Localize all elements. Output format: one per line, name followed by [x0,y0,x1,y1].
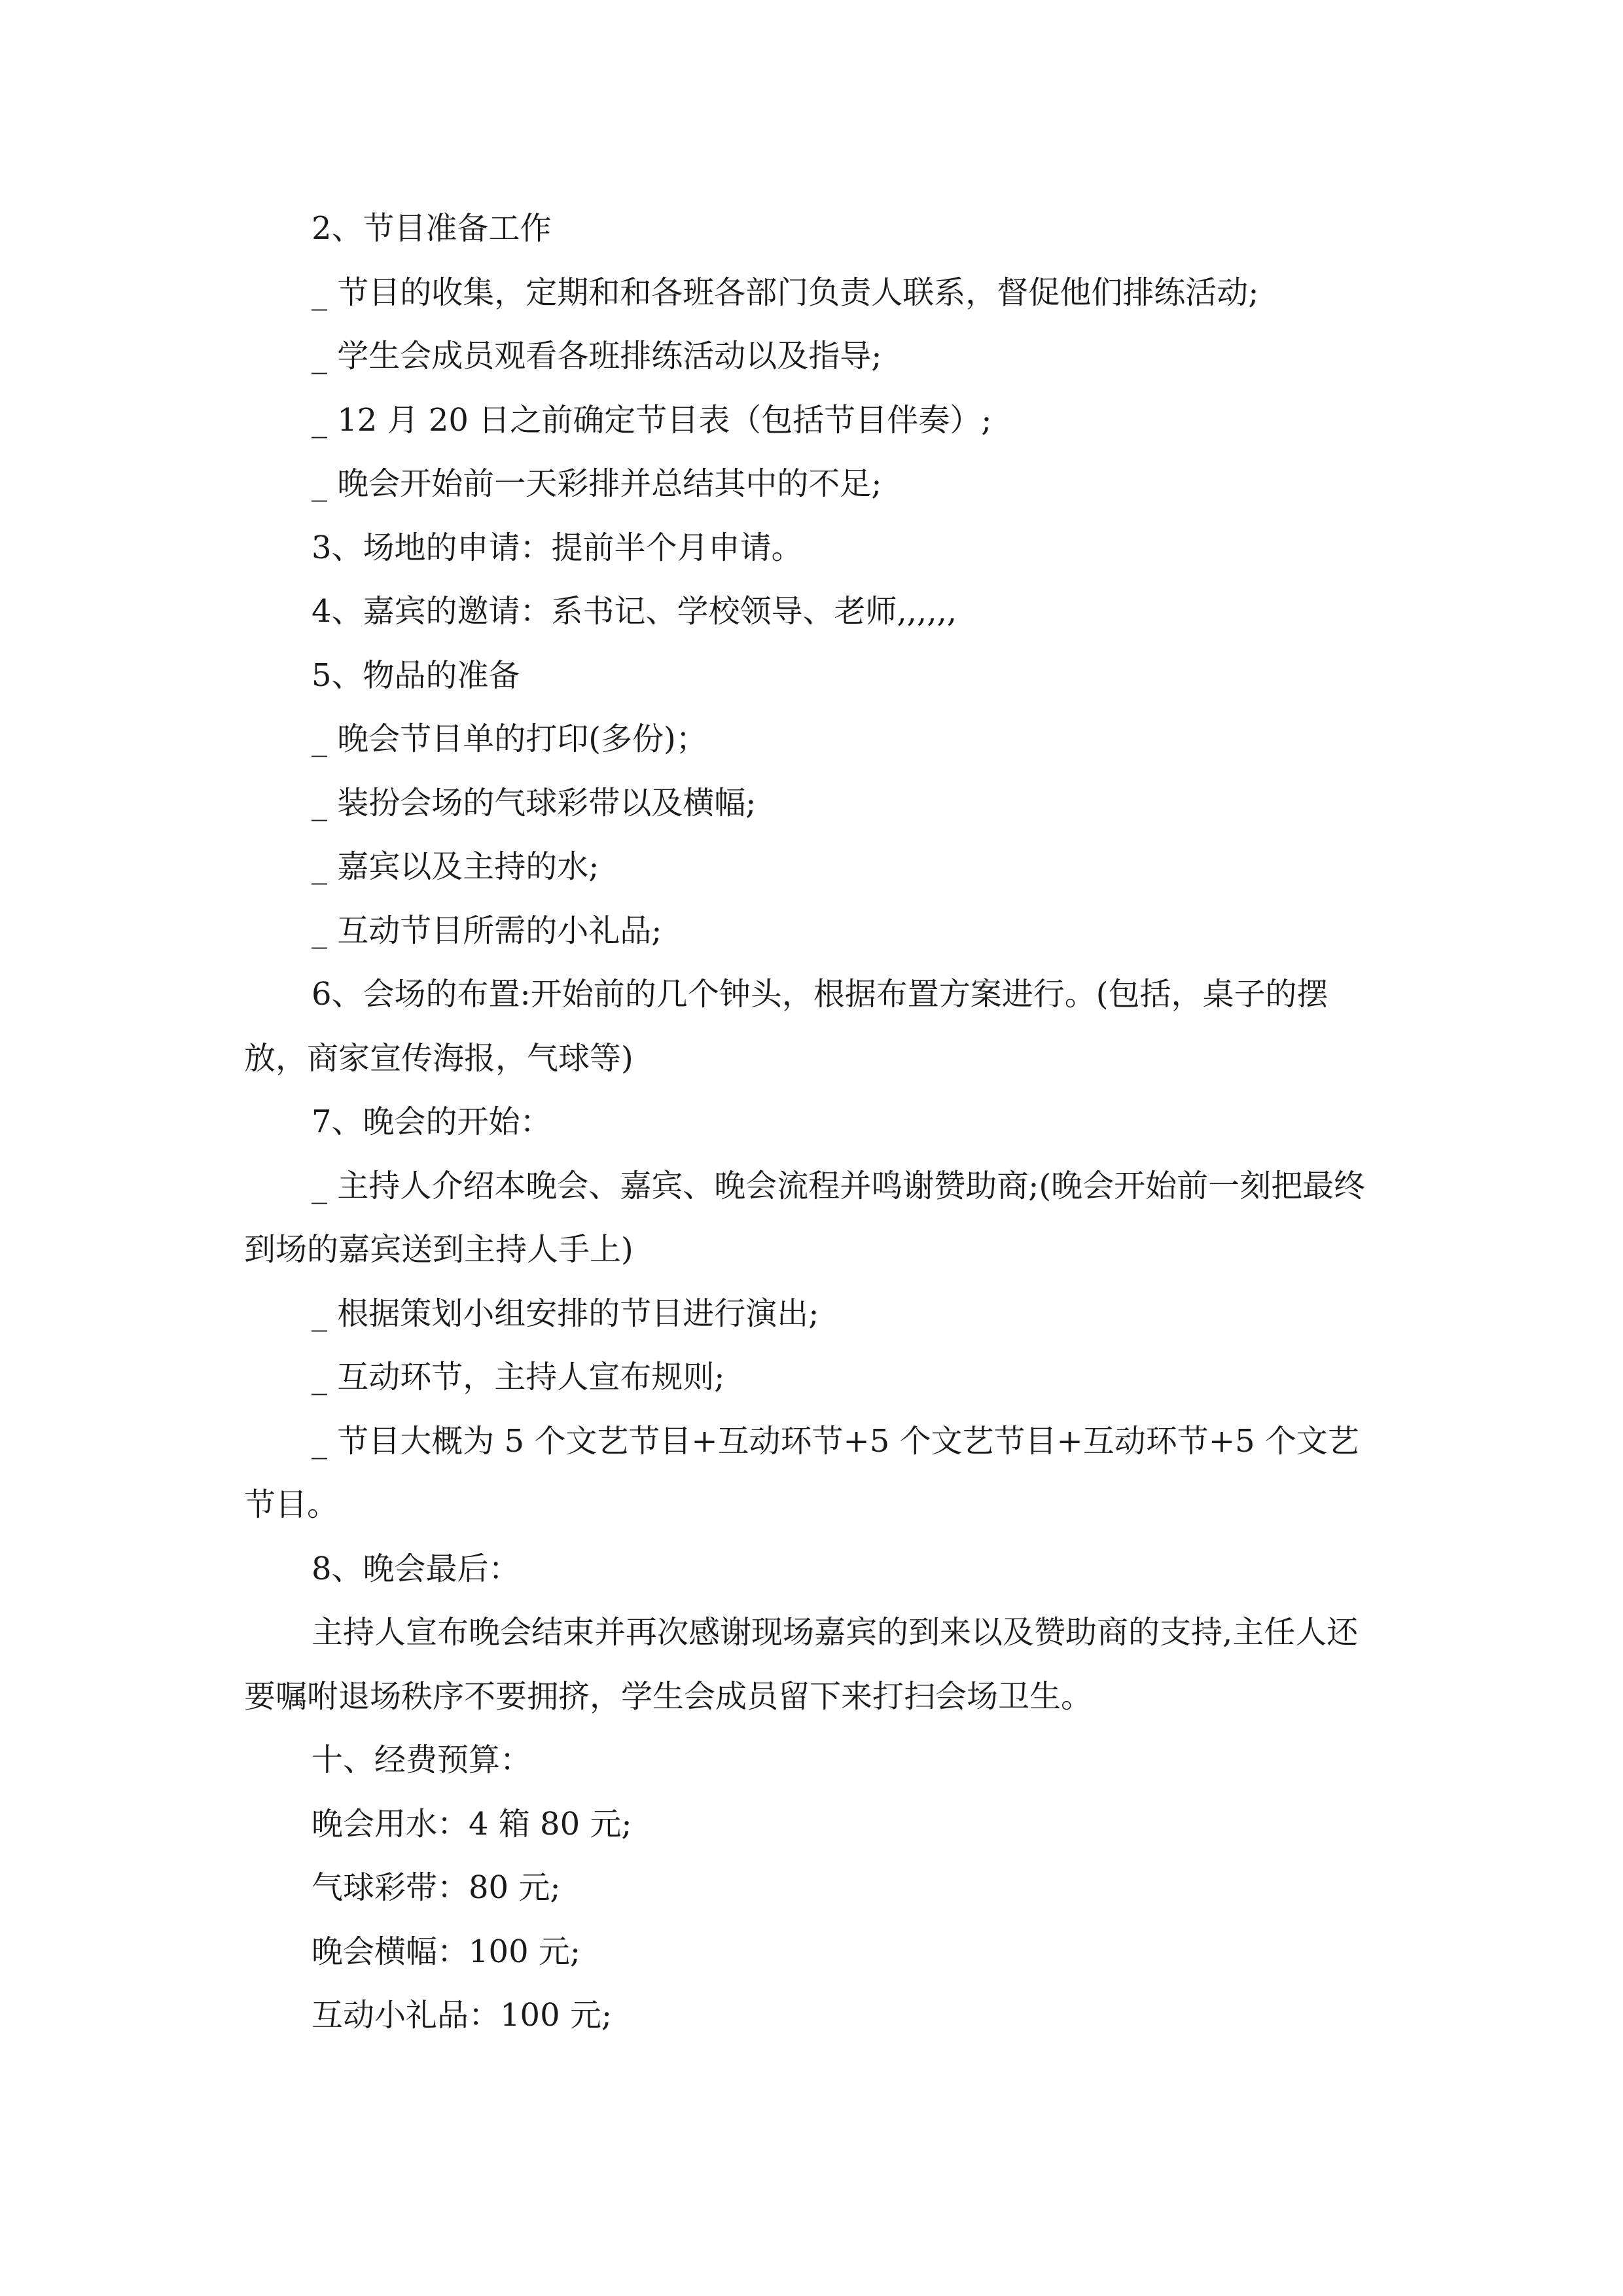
budget-item-balloons: 气球彩带：80 元; [312,1869,561,1906]
section-2-heading: 2、节目准备工作 [312,210,552,247]
document-body [244,197,1380,2048]
section-5-item-1: _ 晚会节目单的打印(多份)； [312,721,707,757]
section-5-item-3: _ 嘉宾以及主持的水; [312,848,599,885]
section-2-item-1: _ 节目的收集，定期和和各班各部门负责人联系，督促他们排练活动; [312,274,1259,311]
section-2-item-4: _ 晚会开始前一天彩排并总结其中的不足; [312,465,882,502]
budget-item-banner: 晚会横幅：100 元; [312,1933,581,1970]
section-3-paragraph: 3、场地的申请：提前半个月申请。 [312,529,803,566]
section-2-item-3: _ 12 月 20 日之前确定节目表（包括节目伴奏）; [312,401,992,439]
section-5-heading: 5、物品的准备 [312,656,520,694]
section-7-item-1: _ 主持人介绍本晚会、嘉宾、晚会流程并鸣谢赞助商;(晚会开始前一刻把最终到场的嘉宾送到主持人手上) [244,1167,1366,1268]
section-7-item-2: _ 根据策划小组安排的节目进行演出; [312,1295,819,1332]
budget-heading: 十、经费预算： [312,1742,532,1778]
section-2-item-2: _ 学生会成员观看各班排练活动以及指导; [312,338,882,374]
section-7-item-4: _ 节目大概为 5 个文艺节目+互动环节+5 个文艺节目+互动环节+5 个文艺节目。 [244,1422,1359,1523]
section-5-item-4: _ 互动节目所需的小礼品; [312,912,662,949]
section-4-paragraph: 4、嘉宾的邀请：系书记、学校领导、老师,,,,,, [312,593,957,630]
section-8-heading: 8、晚会最后： [312,1550,520,1587]
section-6-paragraph: 6、会场的布置:开始前的几个钟头，根据布置方案进行。(包括，桌子的摆放，商家宣传海报，气球等) [244,976,1329,1077]
section-8-body: 主持人宣布晚会结束并再次感谢现场嘉宾的到来以及赞助商的支持,主任人还要嘱咐退场秩序不要拥挤，学生会成员留下来打扫会场卫生。 [244,1614,1359,1715]
section-7-heading: 7、晚会的开始： [312,1103,552,1140]
budget-item-gifts: 互动小礼品：100 元; [312,1997,613,2034]
section-7-item-3: _ 互动环节，主持人宣布规则; [312,1359,725,1395]
budget-item-water: 晚会用水：4 箱 80 元; [312,1805,632,1842]
section-5-item-2: _ 装扮会场的气球彩带以及横幅; [312,784,757,821]
